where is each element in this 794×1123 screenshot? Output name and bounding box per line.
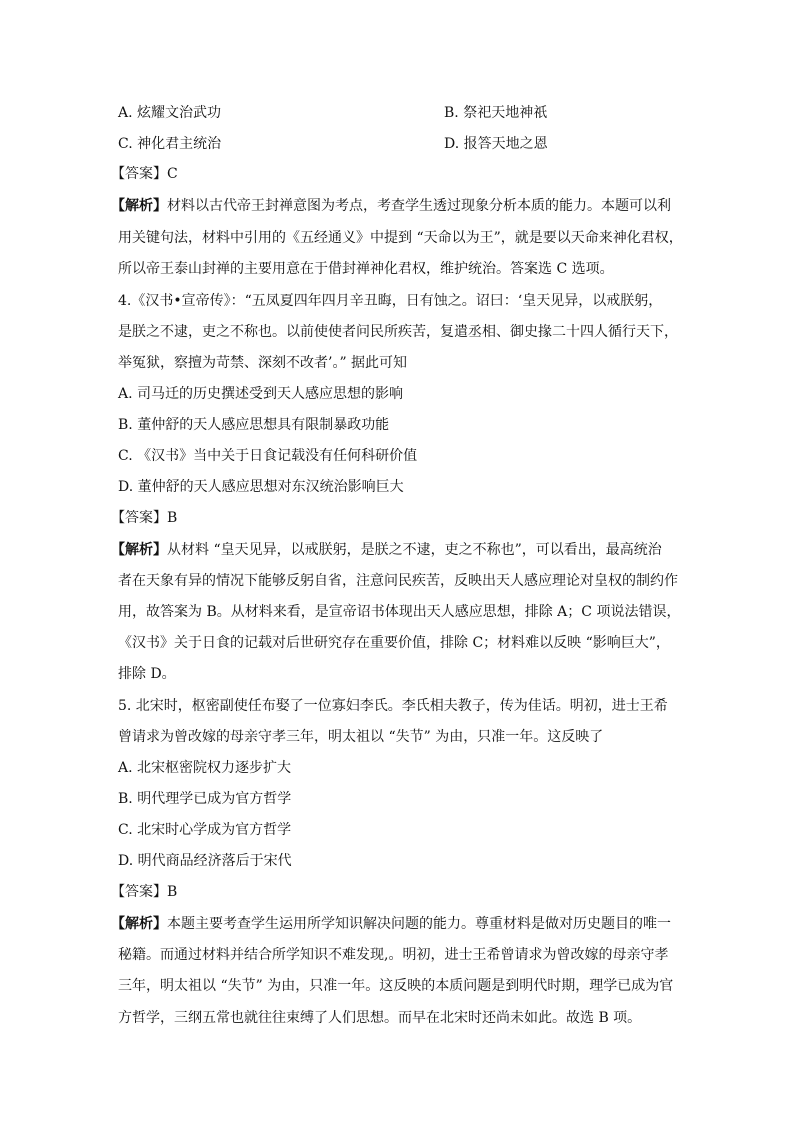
q4-option-b: B. 董仲舒的天人感应思想具有限制暴政功能 — [118, 417, 390, 433]
q3-analysis-text-1: 材料以古代帝王封禅意图为考点，考查学生透过现象分析本质的能力。本题可以利 — [167, 198, 671, 214]
q3-option-d: D. 报答天地之恩 — [444, 136, 548, 152]
q5-option-c: C. 北宋时心学成为官方哲学 — [118, 822, 292, 838]
q4-option-d: D. 董仲舒的天人感应思想对东汉统治影响巨大 — [118, 479, 404, 495]
q5-answer: 【答案】B — [111, 884, 178, 900]
q5-analysis-text-1: 本题主要考查学生运用所学知识解决问题的能力。尊重材料是做对历史题目的唯一 — [167, 916, 671, 932]
q4-analysis-text-1: 从材料 “皇天见异，以戒朕躬，是朕之不逮，吏之不称也”，可以看出，最高统治 — [167, 542, 662, 558]
q5-analysis-tag: 【解析】 — [111, 916, 167, 932]
q5-option-a: A. 北宋枢密院权力逐步扩大 — [118, 760, 292, 776]
q4-analysis-line-2: 者在天象有异的情况下能够反躬自省，注意问民疾苦，反映出天人感应理论对皇权的制约作 — [118, 573, 678, 589]
q4-answer: 【答案】B — [111, 510, 178, 526]
q3-option-c: C. 神化君主统治 — [118, 136, 222, 152]
q5-stem-line-2: 曾请求为曾改嫁的母亲守孝三年，明太祖以 “失节” 为由，只准一年。这反映了 — [118, 729, 604, 745]
q5-option-b: B. 明代理学已成为官方哲学 — [118, 791, 292, 807]
q5-analysis-line-3: 三年，明太祖以 “失节” 为由，只准一年。这反映的本质问题是到明代时期，理学已成为官 — [118, 978, 674, 994]
q5-stem-line-1: 5. 北宋时，枢密副使任布娶了一位寡妇李氏。李氏相夫教子，传为佳话。明初，进士王希 — [118, 698, 668, 714]
q3-option-b: B. 祭祀天地神祇 — [444, 105, 548, 121]
q4-stem-line-3: 举冤狱，察擅为苛禁、深刻不改者’。” 据此可知 — [118, 355, 408, 371]
q3-answer: 【答案】C — [111, 166, 178, 182]
q5-option-d: D. 明代商品经济落后于宋代 — [118, 853, 292, 869]
q5-analysis-line-4: 方哲学，三纲五常也就往往束缚了人们思想。而早在北宋时还尚未如此。故选 B 项。 — [118, 1010, 642, 1026]
q4-stem-line-1: 4.《汉书•宣帝传》：“五凤夏四年四月辛丑晦，日有蚀之。诏曰：‘皇天见异，以戒朕躬， — [118, 293, 663, 309]
q5-analysis-line-2: 秘籍。而通过材料并结合所学知识不难发现,。明初，进士王希曾请求为曾改嫁的母亲守孝 — [118, 947, 669, 963]
q4-stem-line-2: 是朕之不逮，吏之不称也。以前使使者问民所疾苦，复遣丞相、御史掾二十四人循行天下， — [118, 324, 678, 340]
q4-option-a: A. 司马迁的历史撰述受到天人感应思想的影响 — [118, 386, 404, 402]
q3-analysis-tag: 【解析】 — [111, 198, 167, 214]
q3-analysis-line-1 — [111, 196, 671, 216]
q3-analysis-line-3: 所以帝王泰山封禅的主要用意在于借封禅神化君权，维护统治。答案选 C 选项。 — [118, 261, 614, 277]
q4-analysis-tag: 【解析】 — [111, 542, 167, 558]
q4-analysis-line-3: 用，故答案为 B。从材料来看，是宣帝诏书体现出天人感应思想，排除 A；C 项说法错误， — [118, 604, 681, 620]
q4-analysis-line-1 — [111, 540, 671, 560]
q5-analysis-line-1 — [111, 914, 671, 934]
q4-analysis-line-4: 《汉书》关于日食的记载对后世研究存在重要价值，排除 C；材料难以反映 “影响巨大”， — [118, 635, 670, 651]
q3-option-a: A. 炫耀文治武功 — [118, 105, 222, 121]
q4-option-c: C. 《汉书》当中关于日食记载没有任何科研价值 — [118, 448, 418, 464]
q3-analysis-line-2: 用关键句法，材料中引用的《五经通义》中提到 “天命以为王”，就是要以天命来神化君权， — [118, 230, 683, 246]
q4-analysis-line-5: 排除 D。 — [118, 666, 176, 682]
